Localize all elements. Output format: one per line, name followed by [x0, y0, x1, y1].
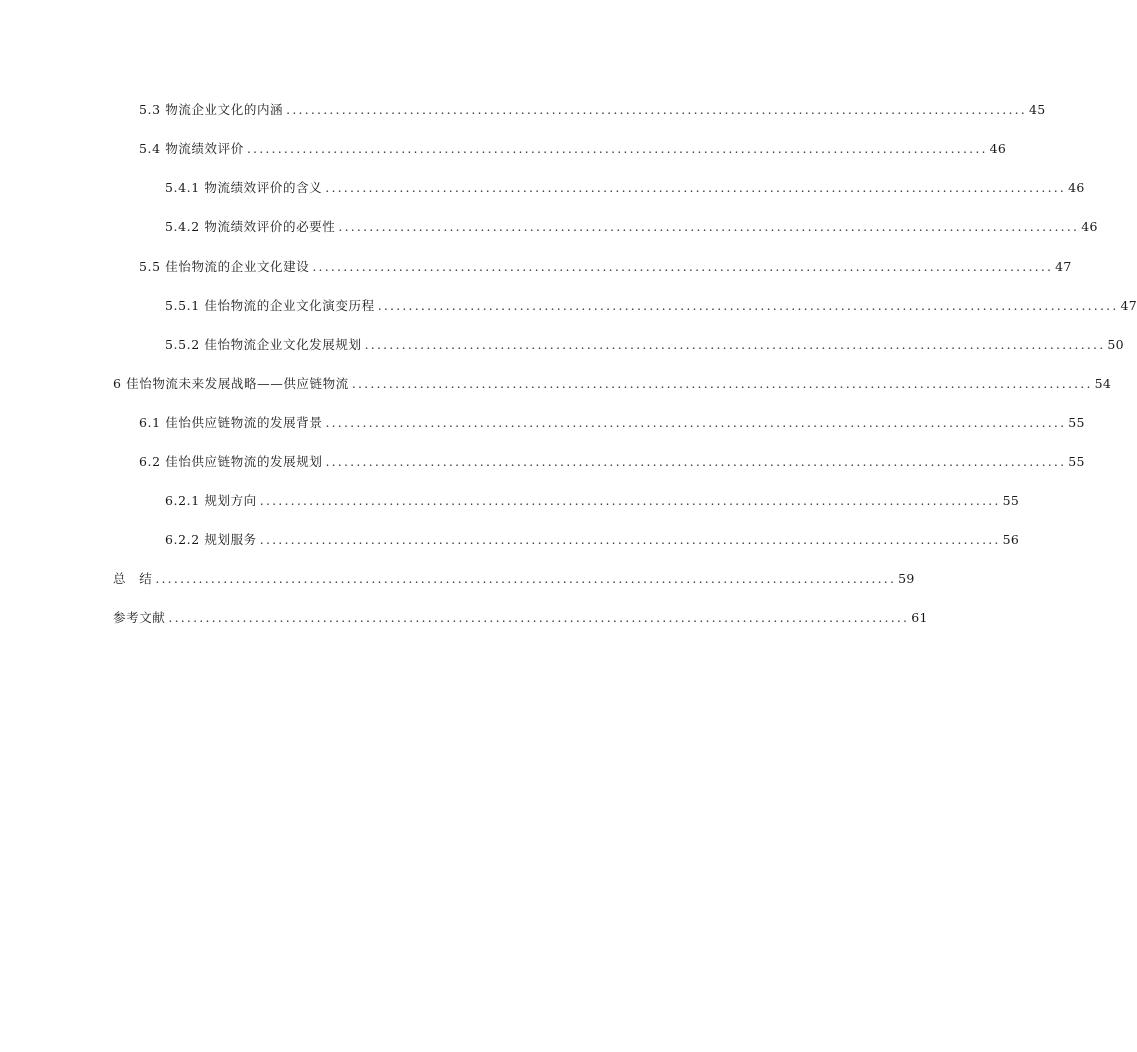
toc-entry-references[interactable]: [113, 608, 928, 628]
toc-entry-title: 参考文献: [113, 610, 166, 625]
toc-page-number: 61: [911, 610, 928, 625]
toc-dot-leader: ........................................................................................................................: [168, 610, 910, 625]
toc-entry-title: 6.2.2 规划服务: [165, 532, 257, 547]
toc-entry-5-3[interactable]: [139, 100, 1046, 120]
toc-dot-leader: ........................................................................................................................: [259, 493, 1001, 508]
toc-entry-title: 5.5.2 佳怡物流企业文化发展规划: [165, 337, 362, 352]
toc-dot-leader: ........................................................................................................................: [286, 102, 1027, 117]
toc-dot-leader: ........................................................................................................................: [325, 415, 1067, 430]
toc-page-number: 55: [1068, 454, 1085, 469]
toc-entry-title: 6 佳怡物流未来发展战略——供应链物流: [113, 376, 349, 391]
toc-page-number: 56: [1002, 532, 1020, 547]
toc-dot-leader: ........................................................................................................................: [338, 219, 1080, 234]
toc-entry-title: 5.5.1 佳怡物流的企业文化演变历程: [165, 298, 375, 313]
toc-entry-5-4-2[interactable]: [165, 217, 1098, 237]
toc-entry-title: 6.1 佳怡供应链物流的发展背景: [139, 415, 323, 430]
toc-entry-6-1[interactable]: [139, 413, 1085, 433]
toc-page-number: 50: [1107, 337, 1124, 352]
toc-page-number: 47: [1055, 259, 1072, 274]
toc-entry-title: 5.4 物流绩效评价: [139, 141, 244, 156]
toc-entry-6-2-1[interactable]: [165, 491, 1020, 511]
toc-entry-title: 总 结: [113, 571, 153, 586]
toc-dot-leader: ........................................................................................................................: [312, 259, 1054, 274]
toc-page-number: 54: [1094, 376, 1112, 391]
toc-dot-leader: ........................................................................................................................: [364, 337, 1106, 352]
toc-page-number: 46: [989, 141, 1007, 156]
toc-page-number: 46: [1081, 219, 1098, 234]
toc-entry-title: 5.4.1 物流绩效评价的含义: [165, 180, 323, 195]
toc-dot-leader: ........................................................................................................................: [325, 180, 1067, 195]
toc-dot-leader: ........................................................................................................................: [377, 298, 1119, 313]
toc-dot-leader: ........................................................................................................................: [351, 376, 1093, 391]
toc-entry-5-4[interactable]: [139, 139, 1007, 159]
toc-entry-5-5-1[interactable]: [165, 296, 1137, 316]
toc-page-number: 59: [898, 571, 915, 586]
toc-page-number: 46: [1068, 180, 1085, 195]
toc-dot-leader: ........................................................................................................................: [246, 141, 988, 156]
toc-entry-6[interactable]: [113, 374, 1112, 394]
toc-entry-6-2[interactable]: [139, 452, 1085, 472]
toc-page-number: 47: [1120, 298, 1137, 313]
toc-entry-title: 6.2 佳怡供应链物流的发展规划: [139, 454, 323, 469]
toc-dot-leader: ........................................................................................................................: [259, 532, 1001, 547]
toc-entry-title: 5.4.2 物流绩效评价的必要性: [165, 219, 336, 234]
toc-entry-5-5[interactable]: [139, 257, 1072, 277]
toc-dot-leader: ........................................................................................................................: [325, 454, 1067, 469]
toc-entry-title: 5.5 佳怡物流的企业文化建设: [139, 259, 310, 274]
toc-entry-5-4-1[interactable]: [165, 178, 1085, 198]
toc-dot-leader: ........................................................................................................................: [155, 571, 897, 586]
toc-entry-title: 5.3 物流企业文化的内涵: [139, 102, 284, 117]
toc-page-number: 45: [1028, 102, 1046, 117]
toc-entry-summary[interactable]: [113, 569, 915, 589]
toc-entry-5-5-2[interactable]: [165, 335, 1124, 355]
toc-entry-6-2-2[interactable]: [165, 530, 1020, 550]
toc-page-number: 55: [1068, 415, 1085, 430]
toc-page-number: 55: [1002, 493, 1020, 508]
toc-entry-title: 6.2.1 规划方向: [165, 493, 257, 508]
